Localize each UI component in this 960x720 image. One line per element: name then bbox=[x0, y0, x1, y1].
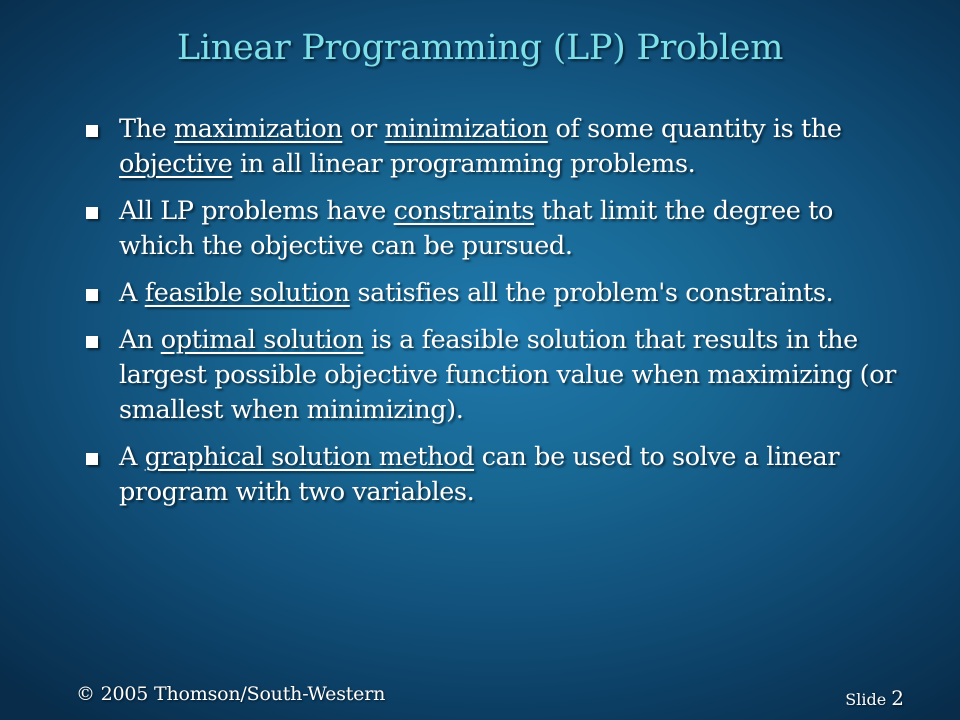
key-term: graphical solution method bbox=[144, 442, 475, 472]
square-bullet-icon bbox=[86, 453, 98, 465]
key-term: feasible solution bbox=[144, 278, 350, 308]
slide-number: 2 bbox=[891, 686, 904, 710]
key-term: constraints bbox=[393, 196, 534, 226]
key-term: maximization bbox=[174, 114, 343, 144]
bullet-text bbox=[119, 196, 833, 261]
text-segment: A bbox=[119, 442, 145, 472]
text-segment: can be used to solve a linear program with two variables. bbox=[119, 442, 840, 507]
text-segment: of some quantity is the bbox=[547, 114, 842, 144]
bullet-item bbox=[85, 194, 915, 264]
square-bullet-icon bbox=[86, 336, 98, 348]
bullet-list bbox=[85, 112, 915, 510]
bullet-item bbox=[85, 440, 915, 510]
text-segment: or bbox=[342, 114, 385, 144]
bullet-item bbox=[85, 276, 915, 311]
text-segment: All LP problems have bbox=[119, 196, 394, 226]
key-term: optimal solution bbox=[160, 325, 364, 355]
bullet-text bbox=[119, 442, 839, 507]
square-bullet-icon bbox=[86, 125, 98, 137]
key-term: minimization bbox=[384, 114, 548, 144]
square-bullet-icon bbox=[86, 207, 98, 219]
text-segment: The bbox=[119, 114, 175, 144]
bullet-item bbox=[85, 323, 915, 428]
text-segment: satisfies all the problem's constraints. bbox=[349, 278, 834, 308]
bullet-item bbox=[85, 112, 915, 182]
bullet-text bbox=[119, 325, 896, 425]
text-segment: that limit the degree to which the objective can be pursued. bbox=[119, 196, 833, 261]
text-segment: A bbox=[119, 278, 145, 308]
copyright-footer: © 2005 Thomson/South-Western bbox=[76, 683, 386, 705]
bullet-text bbox=[119, 278, 833, 308]
text-segment: An bbox=[119, 325, 161, 355]
bullet-text bbox=[119, 114, 842, 179]
slide-label: Slide bbox=[845, 690, 887, 709]
text-segment: is a feasible solution that results in the largest possible objective function value when maximizing (or smallest when minimizing). bbox=[119, 325, 896, 425]
text-segment: in all linear programming problems. bbox=[232, 149, 696, 179]
slide-title: Linear Programming (LP) Problem bbox=[176, 28, 784, 68]
key-term: objective bbox=[119, 149, 233, 179]
slide-number-footer bbox=[845, 686, 904, 710]
square-bullet-icon bbox=[86, 289, 98, 301]
